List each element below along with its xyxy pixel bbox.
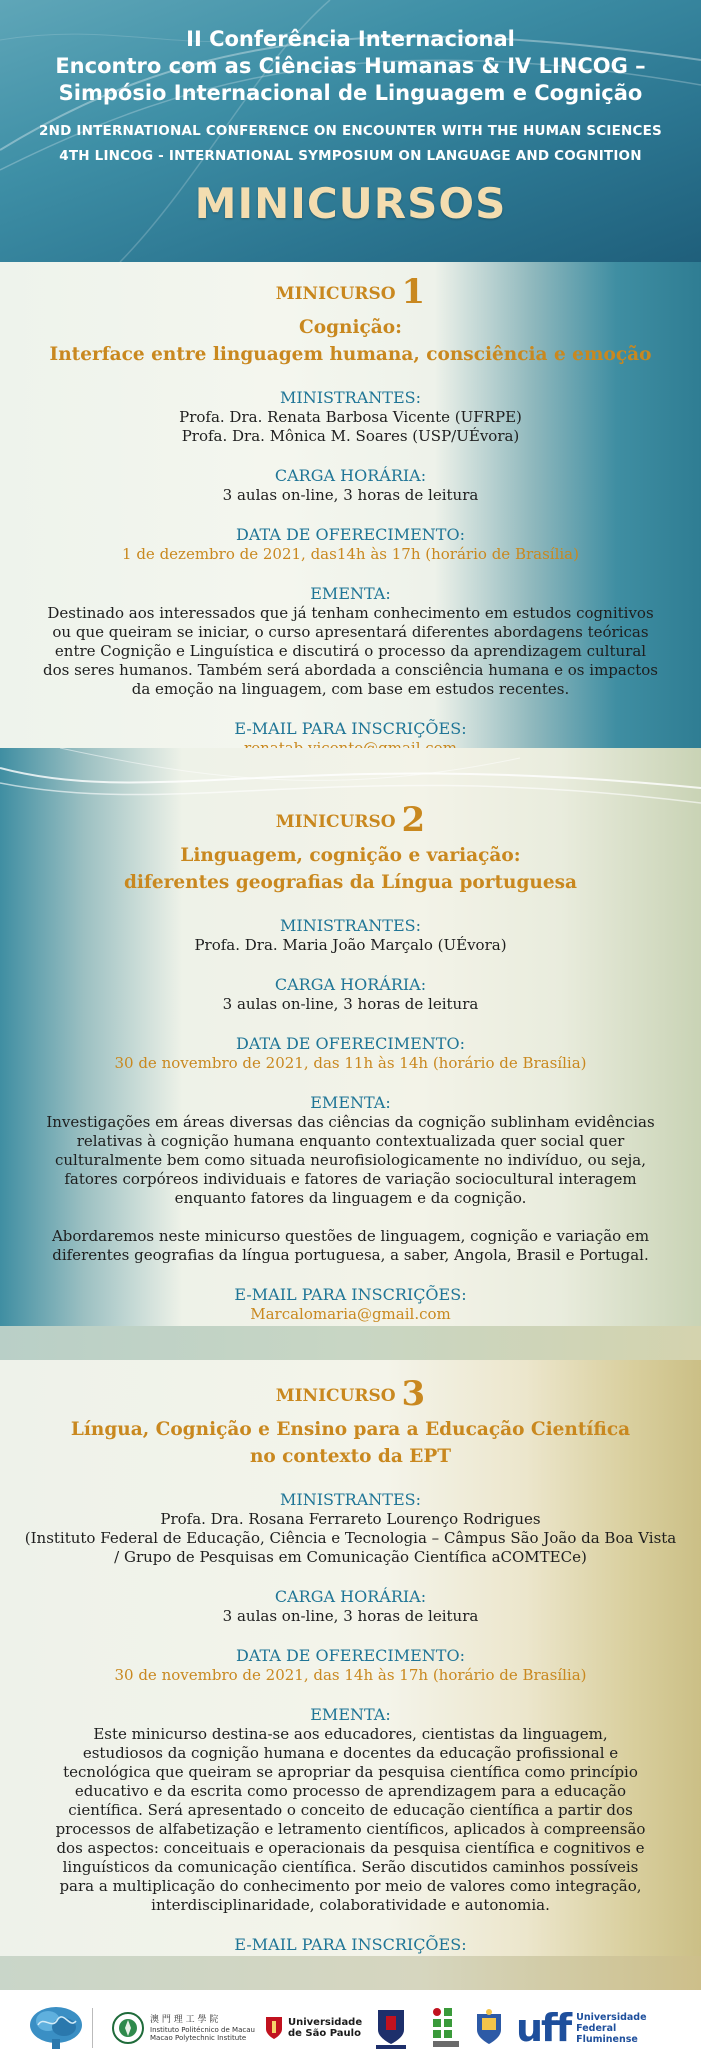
university-crest-logo: [474, 2002, 504, 2054]
usp-crest-icon: [264, 2015, 284, 2041]
data-label: DATA DE OFERECIMENTO:: [236, 1034, 465, 1053]
course-heading: [0, 748, 701, 842]
conference-title-line-3: Simpósio Internacional de Linguagem e Cognição: [58, 81, 643, 105]
ministrante-1: Profa. Dra. Renata Barbosa Vicente (UFRPE): [179, 408, 522, 426]
ementa-label: EMENTA:: [310, 584, 391, 603]
course-heading: [0, 262, 701, 314]
carga-label: CARGA HORÁRIA:: [274, 975, 427, 994]
brain-icon: [28, 2005, 84, 2051]
conference-title-line-2: Encontro com as Ciências Humanas & IV LINCOG –: [55, 54, 646, 78]
uff-wordmark: uff: [516, 2006, 571, 2050]
ementa-text-2: Abordaremos neste minicurso questões de linguagem, cognição e variação em diferentes geografias da língua portuguesa, a saber, Angola, Brasil e Portugal.: [51, 1227, 650, 1264]
conference-title-line-1: II Conferência Internacional: [186, 27, 515, 51]
data-label: DATA DE OFERECIMENTO:: [236, 525, 465, 544]
email-label: E-MAIL PARA INSCRIÇÕES:: [234, 1285, 467, 1304]
uff-name-line-1: Universidade: [576, 2011, 647, 2023]
section-divider-strip: [0, 1326, 701, 1360]
email-label: E-MAIL PARA INSCRIÇÕES:: [234, 719, 467, 738]
course-panel-2: [0, 748, 701, 1326]
ementa-text: Destinado aos interessados que já tenham conhecimento em estudos cognitivos ou que queiram se iniciar, o curso apresentará diferentes abordagens teóricas entre Cognição e Linguística e discutirá o processo da aprendizagem cultural dos seres humanos. Também será abordada a consciência humana e os impactos da emoção na linguagem, com base em estudos recentes.: [42, 604, 658, 698]
course-subtitle-line-1: Língua, Cognição e Ensino para a Educação Científica: [70, 1419, 631, 1440]
course-panel-1: [0, 262, 701, 748]
ipm-name-en: Macao Polytechnic Institute: [150, 2033, 247, 2042]
course-subtitle-line-2: Interface entre linguagem humana, consciência e emoção: [49, 344, 652, 365]
course-label: MINICURSO: [275, 284, 396, 304]
ementa-label: EMENTA:: [310, 1093, 391, 1112]
ipm-name-chinese: 澳 門 理 工 學 院: [150, 2014, 219, 2025]
carga-value: 3 aulas on-line, 3 horas de leitura: [222, 995, 479, 1013]
uff-logo: [516, 2002, 647, 2054]
usp-logo: [264, 2002, 362, 2054]
uff-name-line-3: Fluminense: [576, 2033, 638, 2045]
usp-name-line-2: de São Paulo: [288, 2028, 361, 2039]
course-label: MINICURSO: [275, 1386, 396, 1406]
course-label: MINICURSO: [275, 812, 396, 832]
ementa-text-1: Investigações em áreas diversas das ciências da cognição sublinham evidências relativas à cognição humana enquanto contextualizada quer social quer culturalmente bem como situada neurofisiologicamente no indivíduo, ou seja, fatores corpóreos individuais e fatores de variação sociocultural interagem enquanto fatores da linguagem e da cognição.: [46, 1113, 655, 1207]
footer-divider: [92, 2008, 93, 2048]
section-title: MINICURSOS: [194, 179, 507, 228]
course-subtitle-line-1: Linguagem, cognição e variação:: [180, 845, 521, 866]
carga-value: 3 aulas on-line, 3 horas de leitura: [222, 1607, 479, 1625]
course-panel-3: [0, 1360, 701, 1956]
ministrante-2: Profa. Dra. Mônica M. Soares (USP/UÉvora): [181, 427, 520, 445]
ministrantes-label: MINISTRANTES:: [280, 916, 421, 935]
ministrantes-label: MINISTRANTES:: [280, 1490, 421, 1509]
ipm-name-pt: Instituto Politécnico de Macau: [150, 2025, 255, 2034]
if-grid-icon: [432, 2007, 460, 2049]
lincog-brain-logo: [28, 2002, 84, 2054]
instituto-federal-logo: [432, 2002, 460, 2054]
course-number: 3: [401, 1374, 426, 1414]
carga-label: CARGA HORÁRIA:: [274, 1587, 427, 1606]
data-value: 30 de novembro de 2021, das 11h às 14h (horário de Brasília): [114, 1054, 587, 1072]
ufrpe-crest-icon: [374, 2006, 408, 2050]
ufrpe-logo: [374, 2002, 408, 2054]
ministrante-affiliation: (Instituto Federal de Educação, Ciência e Tecnologia – Câmpus São João da Boa Vista / Grupo de Pesquisas em Comunicação Científica aCOMTECe): [24, 1529, 677, 1566]
data-label: DATA DE OFERECIMENTO:: [236, 1646, 465, 1665]
uff-name-line-2: Federal: [576, 2022, 617, 2034]
course-number: 2: [401, 800, 426, 840]
data-value: 1 de dezembro de 2021, das14h às 17h (horário de Brasília): [122, 545, 579, 563]
ministrante-1: Profa. Dra. Maria João Marçalo (UÉvora): [194, 936, 507, 954]
carga-value: 3 aulas on-line, 3 horas de leitura: [222, 486, 479, 504]
ministrantes-label: MINISTRANTES:: [280, 388, 421, 407]
conference-title-en-line-2: 4TH LINCOG - INTERNATIONAL SYMPOSIUM ON LANGUAGE AND COGNITION: [59, 148, 642, 164]
data-value: 30 de novembro de 2021, das 14h às 17h (horário de Brasília): [114, 1666, 587, 1684]
course-subtitle-line-2: no contexto da EPT: [249, 1446, 452, 1467]
footer-logos: [0, 1990, 701, 2066]
email-label: E-MAIL PARA INSCRIÇÕES:: [234, 1935, 467, 1954]
conference-title-en-line-1: 2ND INTERNATIONAL CONFERENCE ON ENCOUNTER WITH THE HUMAN SCIENCES: [39, 123, 662, 139]
footer-gradient-bar: [0, 1956, 701, 1990]
course-number: 1: [401, 272, 426, 312]
carga-label: CARGA HORÁRIA:: [274, 466, 427, 485]
course-heading: [0, 1360, 701, 1416]
ipm-emblem-icon: [112, 2012, 144, 2044]
email-link[interactable]: Marcalomaria@gmail.com: [250, 1305, 451, 1323]
ementa-label: EMENTA:: [310, 1705, 391, 1724]
course-subtitle-line-2: diferentes geografias da Língua portuguesa: [123, 872, 578, 893]
course-subtitle-line-1: Cognição:: [299, 317, 402, 338]
header-banner: [0, 0, 701, 262]
ministrante-1: Profa. Dra. Rosana Ferrareto Lourenço Rodrigues: [160, 1510, 541, 1528]
crest-icon: [474, 2008, 504, 2048]
ementa-text: Este minicurso destina-se aos educadores, cientistas da linguagem, estudiosos da cognição humana e docentes da educação profissional e tecnológica que queiram se apropriar da pesquisa científica como princípio educativo e da escrita como processo de aprendizagem para a educação científica. Será apresentado o conceito de educação científica a partir dos processos de alfabetização e letramento científicos, aplicados à compreensão dos aspectos: conceituais e operacionais da pesquisa científica e cognitivos e linguísticos da comunicação científica. Serão discutidos caminhos possíveis para a multiplicação do conhecimento por meio de valores como integração, interdisciplinaridade, colaboratividade e autonomia.: [55, 1725, 646, 1914]
ipm-logo: [112, 2002, 255, 2054]
usp-name-line-1: Universidade: [288, 2017, 363, 2028]
